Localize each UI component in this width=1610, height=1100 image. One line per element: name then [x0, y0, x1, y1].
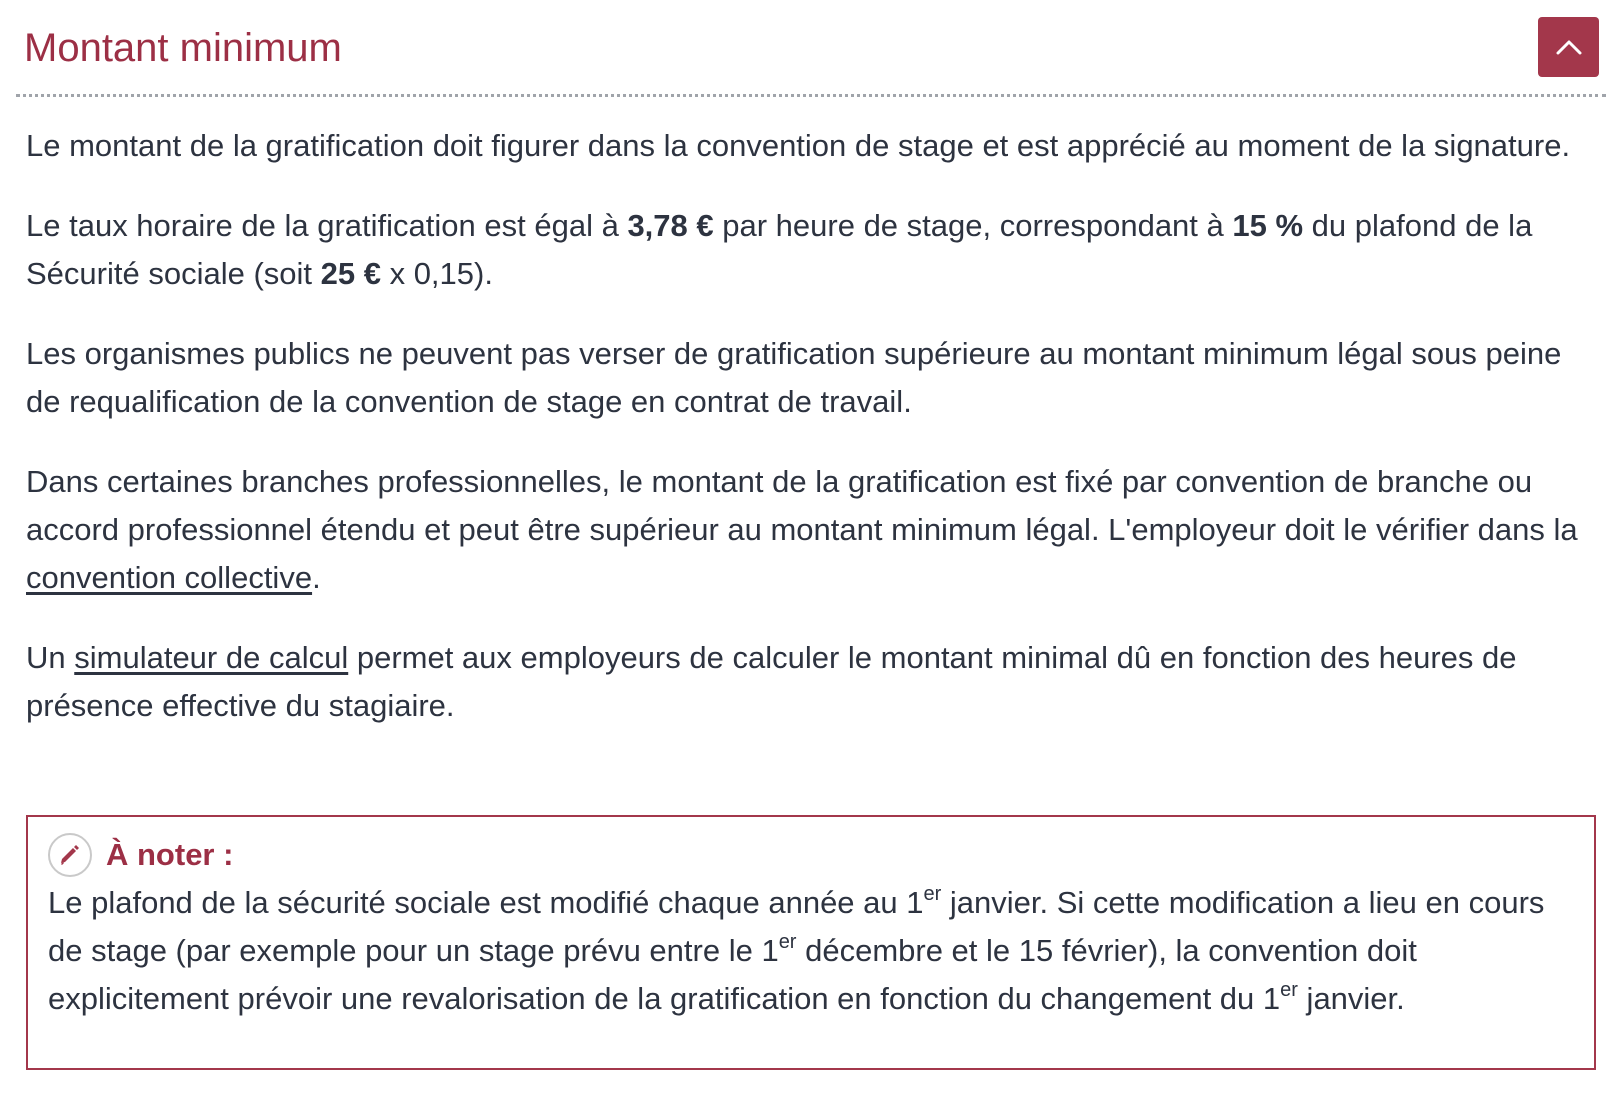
paragraph-hourly-rate: Le taux horaire de la gratification est égal à 3,78 € par heure de stage, correspondant à 15 % du plafond de la Sécurité sociale (soit 25 € x 0,15).	[26, 208, 1533, 291]
section-header	[16, 0, 1606, 97]
hourly-rate-value: 3,78 €	[627, 208, 714, 243]
collapse-toggle-button[interactable]	[1538, 17, 1599, 77]
ceiling-value: 25 €	[320, 256, 381, 291]
paragraph-signature: Le montant de la gratification doit figurer dans la convention de stage et est apprécié au moment de la signature.	[26, 128, 1571, 163]
chevron-up-icon	[1555, 38, 1583, 56]
note-text: Le plafond de la sécurité sociale est modifié chaque année au 1er janvier. Si cette modification a lieu en cours de stage (par exemple pour un stage prévu entre le 1er décembre et le 15 février), la convention doit explicitement prévoir une revalorisation de la gratification en fonction du changement du 1er janvier.	[48, 882, 1545, 1016]
paragraph-branches: Dans certaines branches professionnelles, le montant de la gratification est fixé par convention de branche ou accord professionnel étendu et peut être supérieur au montant minimum légal. L'employeur doit le vérifier dans la convention collective.	[26, 464, 1578, 595]
note-header	[48, 831, 1574, 879]
paragraph-public-bodies: Les organismes publics ne peuvent pas verser de gratification supérieure au montant minimum légal sous peine de requalification de la convention de stage en contrat de travail.	[26, 336, 1562, 419]
percentage-value: 15 %	[1232, 208, 1304, 243]
section-content	[26, 122, 1596, 762]
simulateur-de-calcul-link[interactable]: simulateur de calcul	[74, 640, 349, 675]
pencil-icon	[48, 833, 92, 877]
convention-collective-link[interactable]: convention collective	[26, 560, 313, 595]
paragraph-simulator: Un simulateur de calcul permet aux employeurs de calculer le montant minimal dû en fonction des heures de présence effective du stagiaire.	[26, 640, 1517, 723]
note-box	[26, 815, 1596, 1070]
note-title: À noter :	[106, 837, 234, 872]
section-title: Montant minimum	[24, 26, 342, 70]
